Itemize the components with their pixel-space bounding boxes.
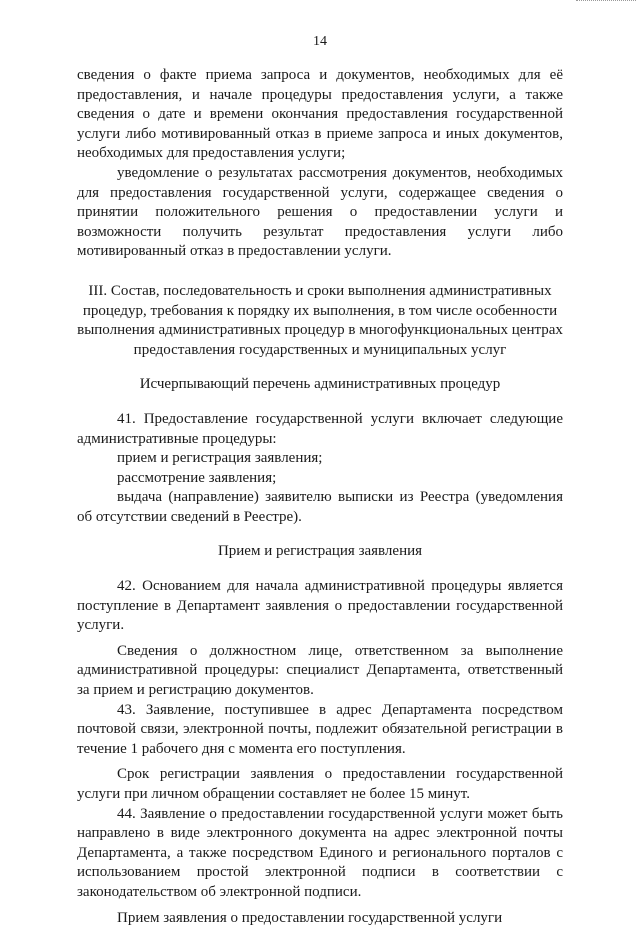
list-item-review: рассмотрение заявления; [117,469,277,486]
paragraph-42: 42. Основанием для начала административной процедуры является поступление в Департамент заявления о предоставлении государственной услуги. [77,578,563,634]
paragraph-43: 43. Заявление, поступившее в адрес Департамента посредством почтовой связи, электронной почты, подлежит обязательной регистрации в течение 1 рабочего дня с момента его поступления. [77,701,563,757]
page-number: 14 [313,34,327,49]
paragraph-receipt-info: сведения о факте приема запроса и документов, необходимых для её предоставления, и начале процедуры предоставления услуги, а также сведения о дате и времени окончания предоставления государственной услуги либо мотивированный отказ в приеме запроса и иных документов, необходимых для предоставления услуги; [77,67,563,162]
section-heading: III. Состав, последовательность и сроки выполнения административных процедур, требования к порядку их выполнения, в том числе особенности выполнения административных процедур в многофункциональных центрах предоставления государственных и муниципальных услуг [77,282,563,358]
paragraph-44: 44. Заявление о предоставлении государственной услуги может быть направлено в виде электронного документа на адрес электронной почты Департамента, а также посредством Единого и регионального порталов с использованием простой электронной подписи в соответствии с законодательством об электронной подписи. [77,805,563,900]
paragraph-43-term: Срок регистрации заявления о предоставлении государственной услуги при личном обращении составляет не более 15 минут. [77,766,563,802]
subheading-procedures-list: Исчерпывающий перечень административных процедур [139,376,501,393]
document-body [77,66,563,928]
scan-edge-mark [576,0,636,5]
paragraph-42-responsible: Сведения о должностном лице, ответственном за выполнение административной процедуры: специалист Департамента, ответственный за прием и регистрацию документов. [77,642,563,699]
list-item-issuance: выдача (направление) заявителю выписки из Реестра (уведомления об отсутствии сведений в Реестре). [77,489,563,525]
paragraph-44-continued: Прием заявления о предоставлении государственной услуги [117,909,503,926]
paragraph-notification: уведомление о результатах рассмотрения документов, необходимых для предоставления государственной услуги, содержащее сведения о принятии положительного решения о предоставлении услуги и возможности получить результат предоставления услуги либо мотивированный отказ в предоставлении услуги. [77,164,563,260]
paragraph-41: 41. Предоставление государственной услуги включает следующие административные процедуры: [77,410,563,447]
subheading-receipt-registration: Прием и регистрация заявления [217,543,423,560]
list-item-registration: прием и регистрация заявления; [117,450,323,467]
